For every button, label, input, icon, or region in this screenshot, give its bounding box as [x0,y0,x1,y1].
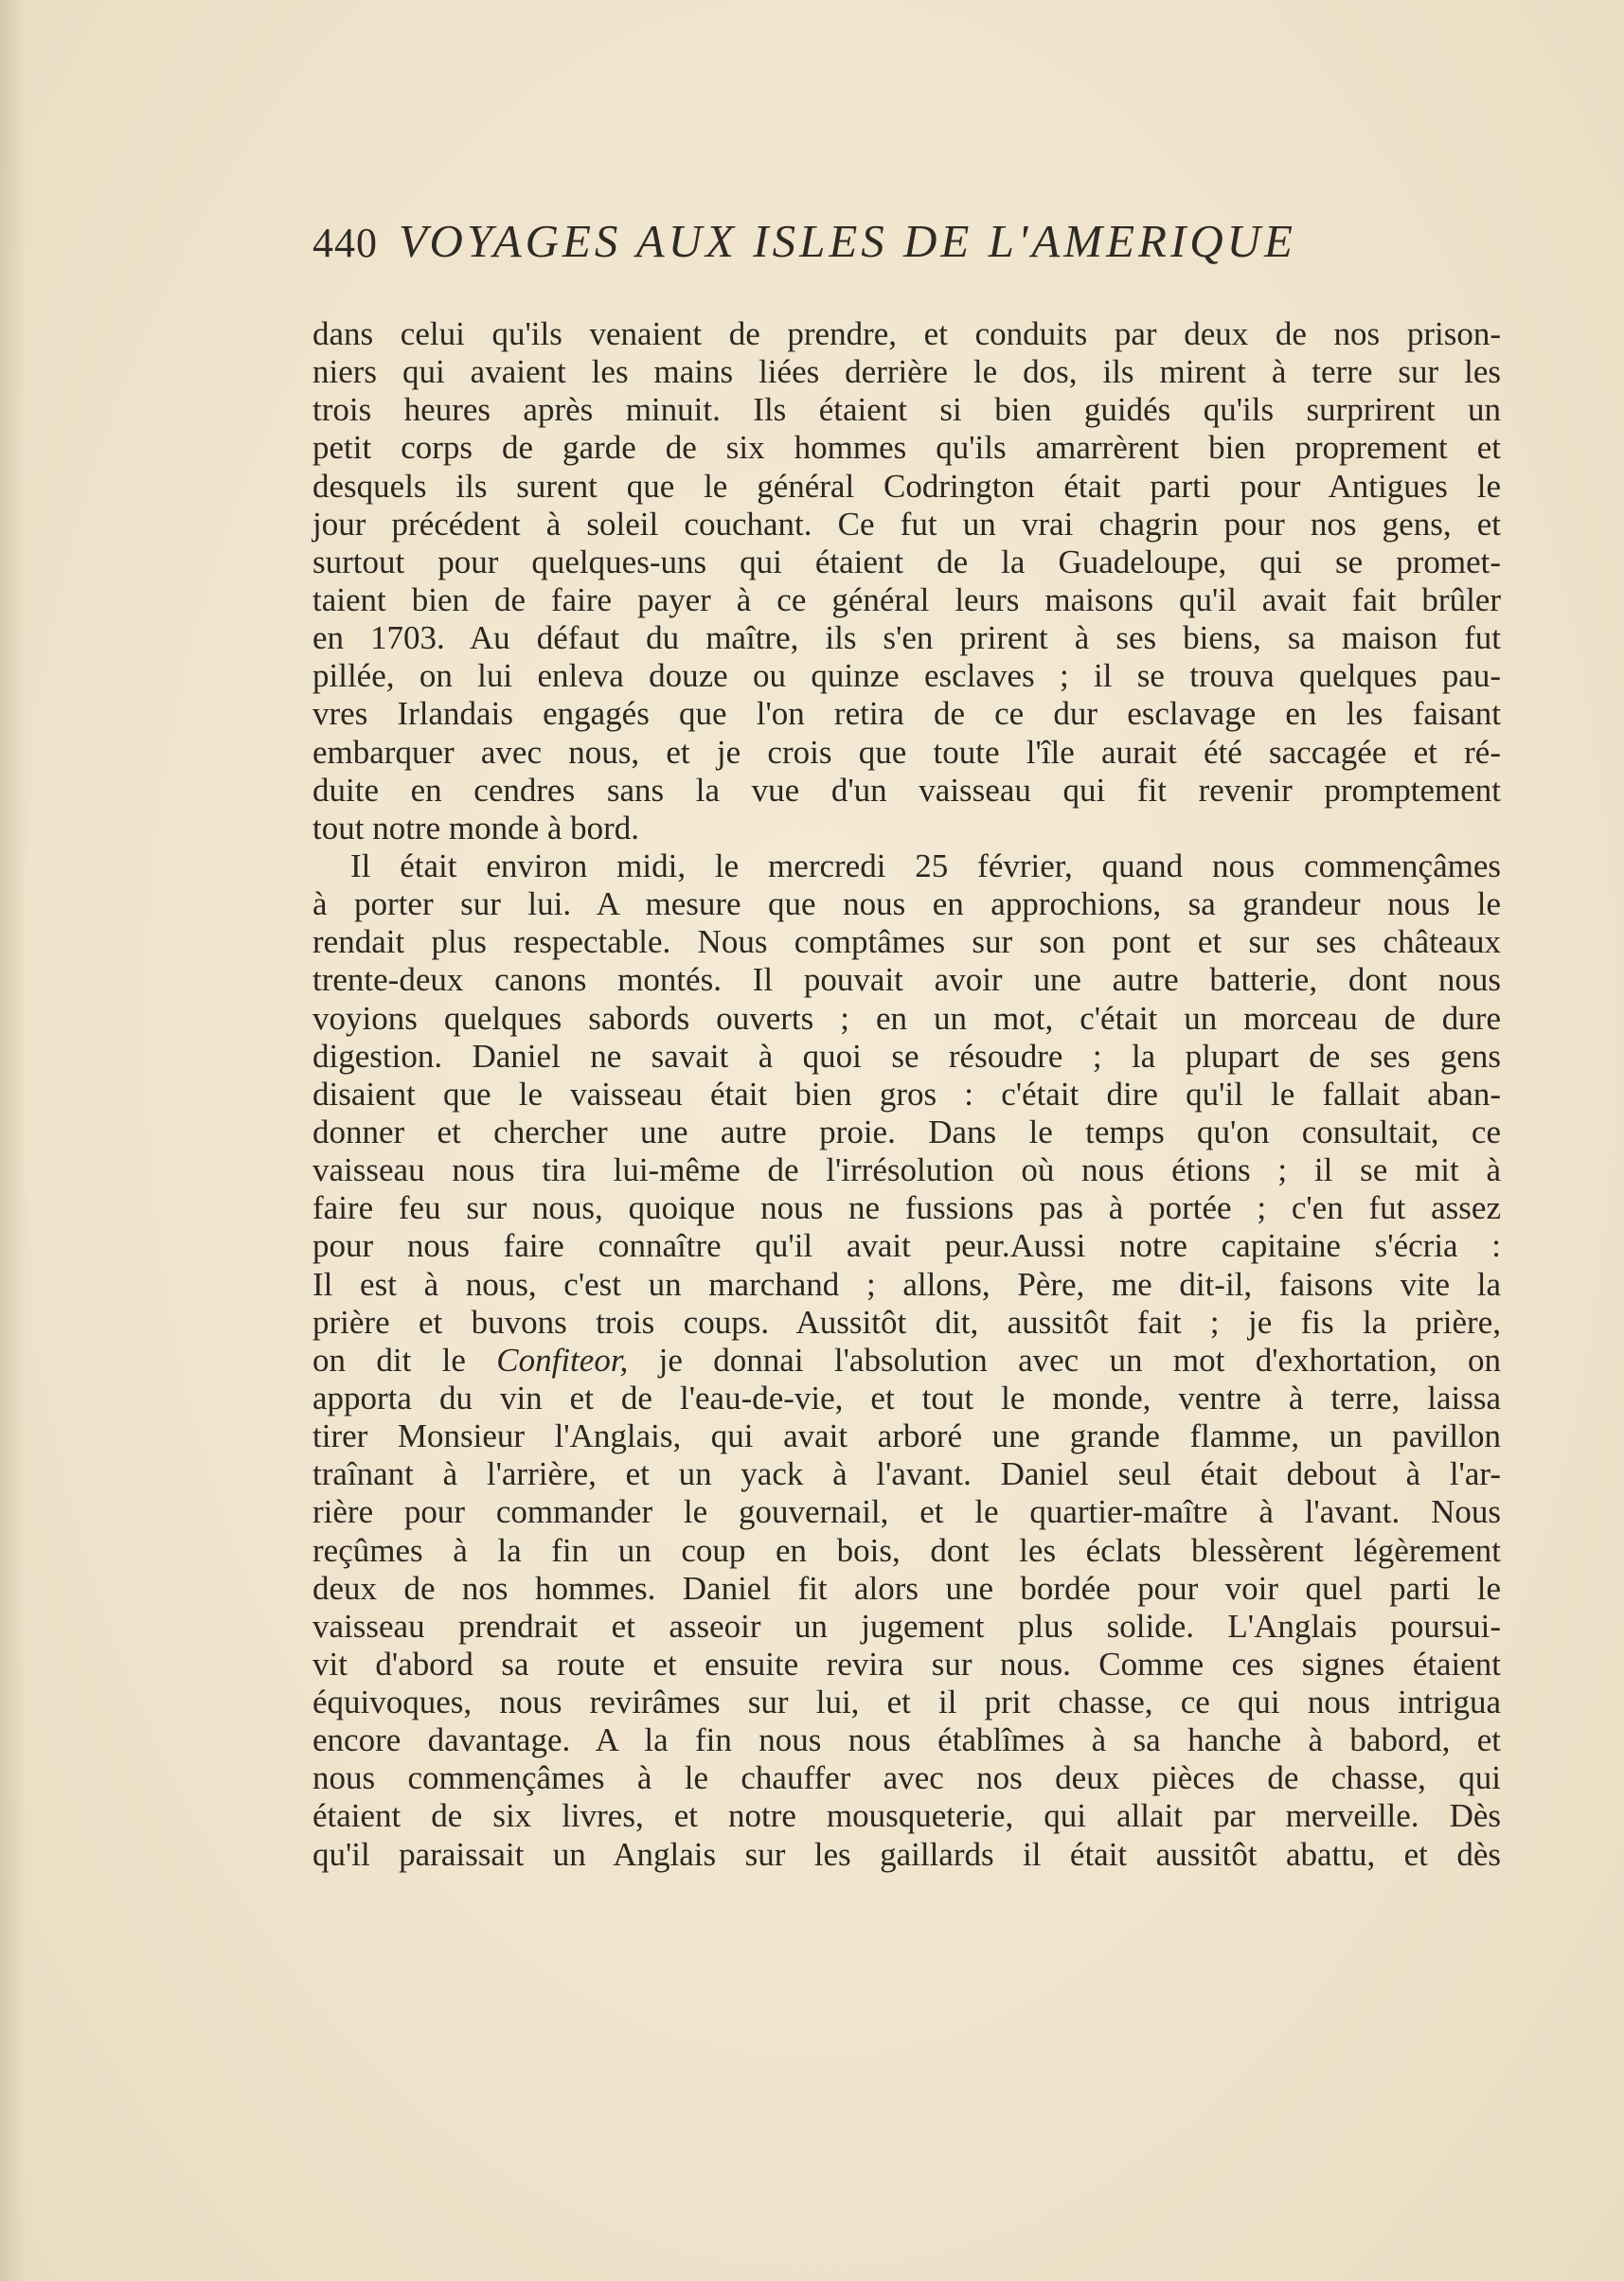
text-line: équivoques, nous revirâmes sur lui, et il prit chasse, ce qui nous intrigua [312,1684,1501,1721]
italic-term: Confiteor, [496,1341,629,1379]
text-line: pour nous faire connaître qu'il avait peur.Aussi notre capitaine s'écria : [312,1227,1501,1265]
text-line: desquels ils surent que le général Codrington était parti pour Antigues le [312,467,1501,505]
text-line: nous commençâmes à le chauffer avec nos deux pièces de chasse, qui [312,1759,1501,1797]
text-line: surtout pour quelques-uns qui étaient de la Guadeloupe, qui se promet- [312,543,1501,580]
text-line: embarquer avec nous, et je crois que toute l'île aurait été saccagée et ré- [312,733,1501,771]
text-line: vres Irlandais engagés que l'on retira de ce dur esclavage en les faisant [312,695,1501,733]
running-head [312,214,1506,290]
text-line: pillée, on lui enleva douze ou quinze esclaves ; il se trouva quelques pau- [312,657,1501,695]
text-line: jour précédent à soleil couchant. Ce fut un vrai chagrin pour nos gens, et [312,505,1501,543]
book-title: VOYAGES AUX ISLES DE L'AMERIQUE [399,215,1296,267]
text-line: qu'il paraissait un Anglais sur les gaillards il était aussitôt abattu, et dès [312,1835,1501,1873]
paragraph-first-line: Il était environ midi, le mercredi 25 février, quand nous commençâmes [350,846,1501,884]
text-line: reçûmes à la fin un coup en bois, dont les éclats blessèrent légèrement [312,1531,1501,1569]
text-line: à porter sur lui. A mesure que nous en approchions, sa grandeur nous le [312,885,1501,923]
page-number: 440 [312,220,378,266]
text-line: prière et buvons trois coups. Aussitôt dit, aussitôt fait ; je fis la prière, [312,1303,1501,1341]
text-line: Il est à nous, c'est un marchand ; allons, Père, me dit-il, faisons vite la [312,1265,1501,1303]
text-line: trois heures après minuit. Ils étaient si bien guidés qu'ils surprirent un [312,391,1501,429]
text-line: faire feu sur nous, quoique nous ne fussions pas à portée ; c'en fut assez [312,1189,1501,1227]
text-line: en 1703. Au défaut du maître, ils s'en prirent à ses biens, sa maison fut [312,619,1501,657]
paragraph-end-line: tout notre monde à bord. [312,809,640,846]
text-line: vaisseau nous tira lui-même de l'irrésolution où nous étions ; il se mit à [312,1151,1501,1189]
text-line: encore davantage. A la fin nous nous établîmes à sa hanche à babord, et [312,1721,1501,1759]
text-line: rendait plus respectable. Nous comptâmes sur son pont et sur ses châteaux [312,923,1501,961]
text-line: vit d'abord sa route et ensuite revira sur nous. Comme ces signes étaient [312,1645,1501,1683]
text-line: tirer Monsieur l'Anglais, qui avait arboré une grande flamme, un pavillon [312,1417,1501,1455]
text-line: donner et chercher une autre proie. Dans le temps qu'on consultait, ce [312,1113,1501,1150]
text-line: rière pour commander le gouvernail, et le quartier-maître à l'avant. Nous [312,1493,1501,1531]
text-line: traînant à l'arrière, et un yack à l'avant. Daniel seul était debout à l'ar- [312,1455,1501,1493]
text-line: apporta du vin et de l'eau-de-vie, et tout le monde, ventre à terre, laissa [312,1379,1501,1417]
text-line: digestion. Daniel ne savait à quoi se résoudre ; la plupart de ses gens [312,1037,1501,1075]
text-line: étaient de six livres, et notre mousqueterie, qui allait par merveille. Dès [312,1797,1501,1835]
text-line: petit corps de garde de six hommes qu'ils amarrèrent bien proprement et [312,429,1501,467]
text-line: voyions quelques sabords ouverts ; en un mot, c'était un morceau de dure [312,999,1501,1037]
page-gutter-shadow [0,0,27,2281]
body-text [312,315,1501,1874]
text-line: taient bien de faire payer à ce général leurs maisons qu'il avait fait brûler [312,580,1501,618]
text-line: niers qui avaient les mains liées derrière le dos, ils mirent à terre sur les [312,353,1501,391]
text-segment: je donnai l'absolution avec un mot d'exhortation, on [658,1341,1501,1379]
text-line: disaient que le vaisseau était bien gros : c'était dire qu'il le fallait aban- [312,1075,1501,1113]
text-line-with-italic [312,1342,1501,1380]
text-line: vaisseau prendrait et asseoir un jugement plus solide. L'Anglais poursui- [312,1607,1501,1645]
text-line: deux de nos hommes. Daniel fit alors une bordée pour voir quel parti le [312,1569,1501,1607]
text-line: duite en cendres sans la vue d'un vaisseau qui fit revenir promptement [312,771,1501,809]
text-line: dans celui qu'ils venaient de prendre, et conduits par deux de nos prison- [312,315,1501,352]
text-segment: on dit le [312,1341,466,1379]
text-line: trente-deux canons montés. Il pouvait avoir une autre batterie, dont nous [312,961,1501,999]
